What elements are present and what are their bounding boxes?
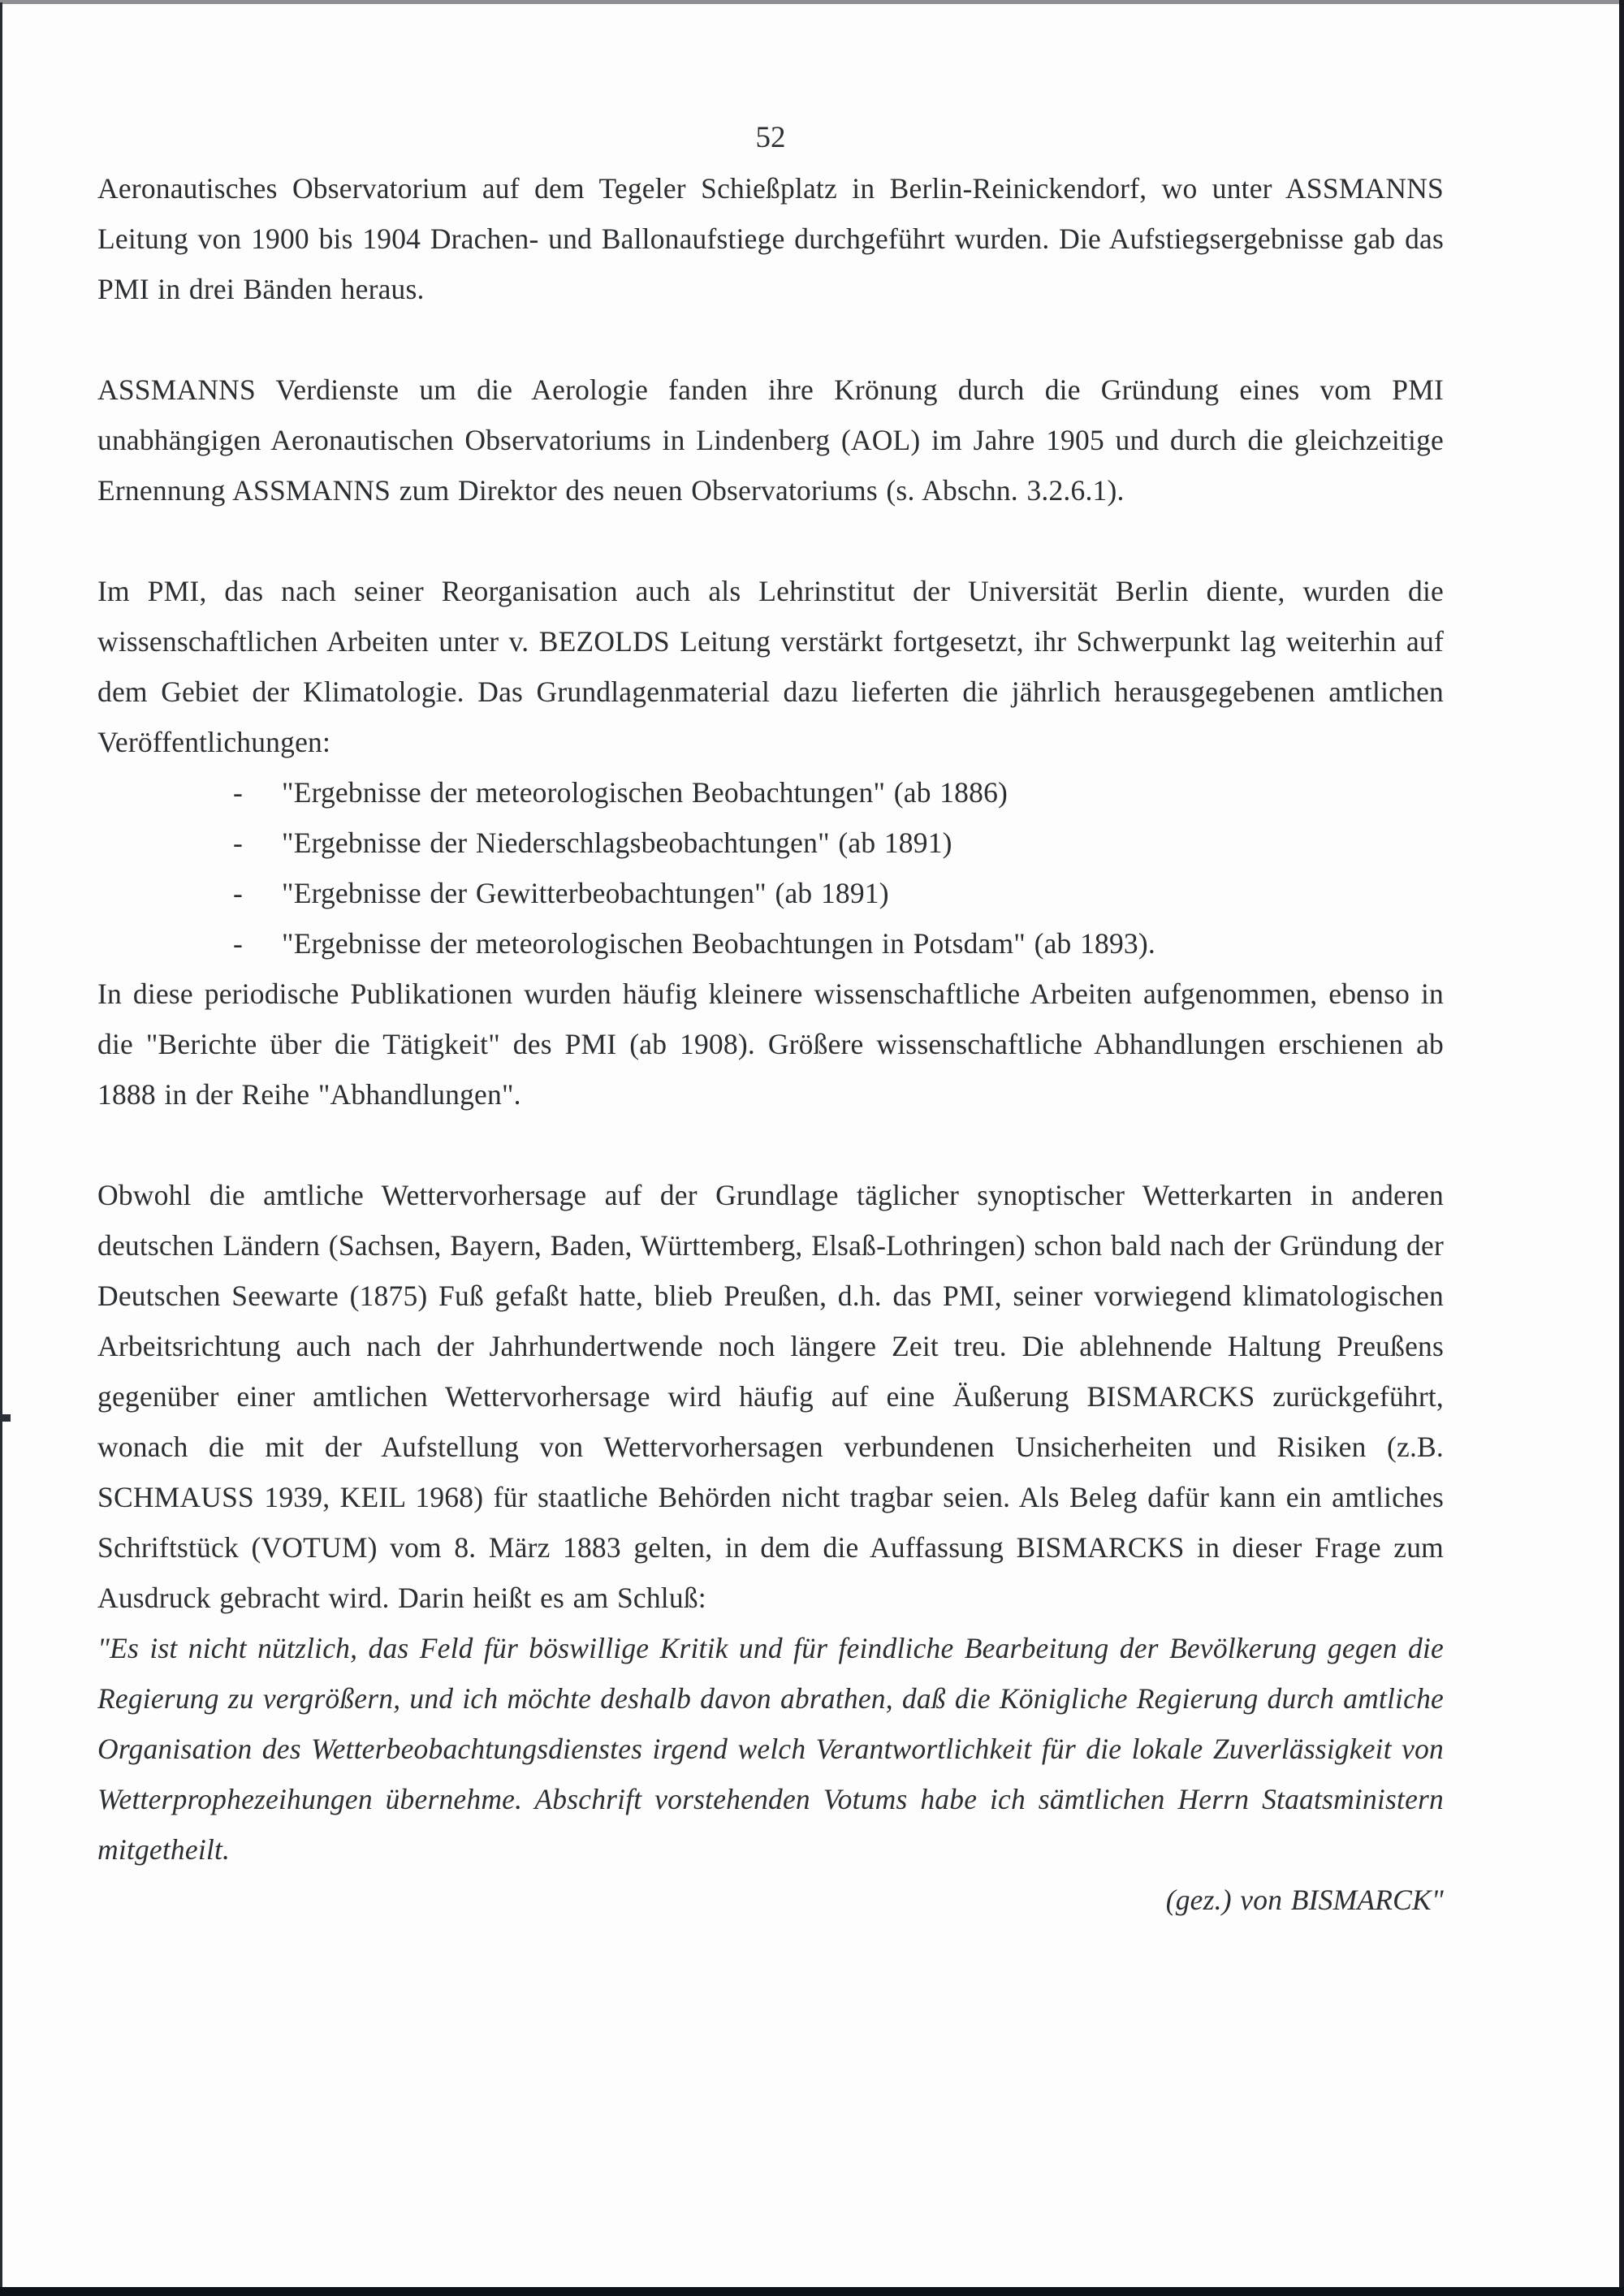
scan-edge-top bbox=[0, 0, 1624, 4]
paragraph-assmanns-verdienste: ASSMANNS Verdienste um die Aerologie fanden ihre Krönung durch die Gründung eines vom PMI unabhängigen Aeronautischen Observatoriums in Lindenberg (AOL) im Jahre 1905 und durch die gleichzeitige Ernennung ASSMANNS zum Direktor des neuen Observatoriums (s. Abschn. 3.2.6.1). bbox=[97, 373, 1444, 507]
list-item-text: "Ergebnisse der meteorologischen Beobachtungen in Potsdam" (ab 1893). bbox=[282, 927, 1155, 960]
list-bullet: - bbox=[233, 877, 244, 909]
publication-list bbox=[97, 767, 1444, 969]
scan-artifact-mark bbox=[0, 1414, 11, 1422]
list-bullet: - bbox=[233, 826, 244, 859]
scan-edge-bottom bbox=[0, 2287, 1624, 2296]
list-item bbox=[97, 767, 1444, 818]
paragraph-im-pmi: Im PMI, das nach seiner Reorganisation auch als Lehrinstitut der Universität Berlin diente, wurden die wissenschaftlichen Arbeiten unter v. BEZOLDS Leitung verstärkt fortgesetzt, ihr Schwerpunkt lag weiterhin auf dem Gebiet der Klimatologie. Das Grundlagenmaterial dazu lieferten die jährlich herausgegebenen amtlichen Veröffentlichungen: bbox=[97, 575, 1444, 758]
list-item bbox=[97, 868, 1444, 918]
bismarck-quote: "Es ist nicht nützlich, das Feld für böswillige Kritik und für feindliche Bearbeitung der Bevölkerung gegen die Regierung zu vergrößern, und ich möchte deshalb davon abrathen, daß die Königliche Regierung durch amtliche Organisation des Wetterbeobachtungsdienstes irgend welch Verantwortlichkeit für die lokale Zuverlässigkeit von Wetterprophezeihungen übernehme. Abschrift vorstehenden Votums habe ich sämtlichen Herrn Staatsministern mitgetheilt. bbox=[97, 1632, 1444, 1866]
list-bullet: - bbox=[233, 927, 244, 960]
paragraph-obwohl-wettervorhersage: Obwohl die amtliche Wettervorhersage auf der Grundlage täglicher synoptischer Wetterkarten in anderen deutschen Ländern (Sachsen, Bayern, Baden, Württemberg, Elsaß-Lothringen) schon bald nach der Gründung der Deutschen Seewarte (1875) Fuß gefaßt hatte, blieb Preußen, d.h. das PMI, seiner vorwiegend klimatologischen Arbeitsrichtung auch nach der Jahrhundertwende noch längere Zeit treu. Die ablehnende Haltung Preußens gegenüber einer amtlichen Wettervorhersage wird häufig auf eine Äußerung BISMARCKS zurückgeführt, wonach die mit der Aufstellung von Wettervorhersagen verbundenen Unsicherheiten und Risiken (z.B. SCHMAUSS 1939, KEIL 1968) für staatliche Behörden nicht tragbar seien. Als Beleg dafür kann ein amtliches Schriftstück (VOTUM) vom 8. März 1883 gelten, in dem die Auffassung BISMARCKS in dieser Frage zum Ausdruck gebracht wird. Darin heißt es am Schluß: bbox=[97, 1179, 1444, 1614]
page-body bbox=[97, 163, 1444, 1925]
paragraph-in-diese-publikationen: In diese periodische Publikationen wurden häufig kleinere wissenschaftliche Arbeiten aufgenommen, ebenso in die "Berichte über die Tätigkeit" des PMI (ab 1908). Größere wissenschaftliche Abhandlungen erschienen ab 1888 in der Reihe "Abhandlungen". bbox=[97, 978, 1444, 1111]
list-bullet: - bbox=[233, 776, 244, 809]
scan-edge-left bbox=[0, 2, 2, 2296]
list-item bbox=[97, 918, 1444, 969]
paragraph-aeronautisches-observatorium: Aeronautisches Observatorium auf dem Tegeler Schießplatz in Berlin-Reinickendorf, wo unter ASSMANNS Leitung von 1900 bis 1904 Drachen- und Ballonaufstiege durchgeführt wurden. Die Aufstiegsergebnisse gab das PMI in drei Bänden heraus. bbox=[97, 172, 1444, 305]
page-number: 52 bbox=[755, 121, 786, 154]
list-item-text: "Ergebnisse der Niederschlagsbeobachtungen" (ab 1891) bbox=[282, 826, 952, 859]
list-item-text: "Ergebnisse der Gewitterbeobachtungen" (ab 1891) bbox=[282, 877, 889, 909]
list-item bbox=[97, 818, 1444, 868]
list-item-text: "Ergebnisse der meteorologischen Beobachtungen" (ab 1886) bbox=[282, 776, 1009, 809]
scan-edge-right bbox=[1619, 0, 1624, 2296]
quote-signature: (gez.) von BISMARCK" bbox=[1165, 1884, 1444, 1916]
